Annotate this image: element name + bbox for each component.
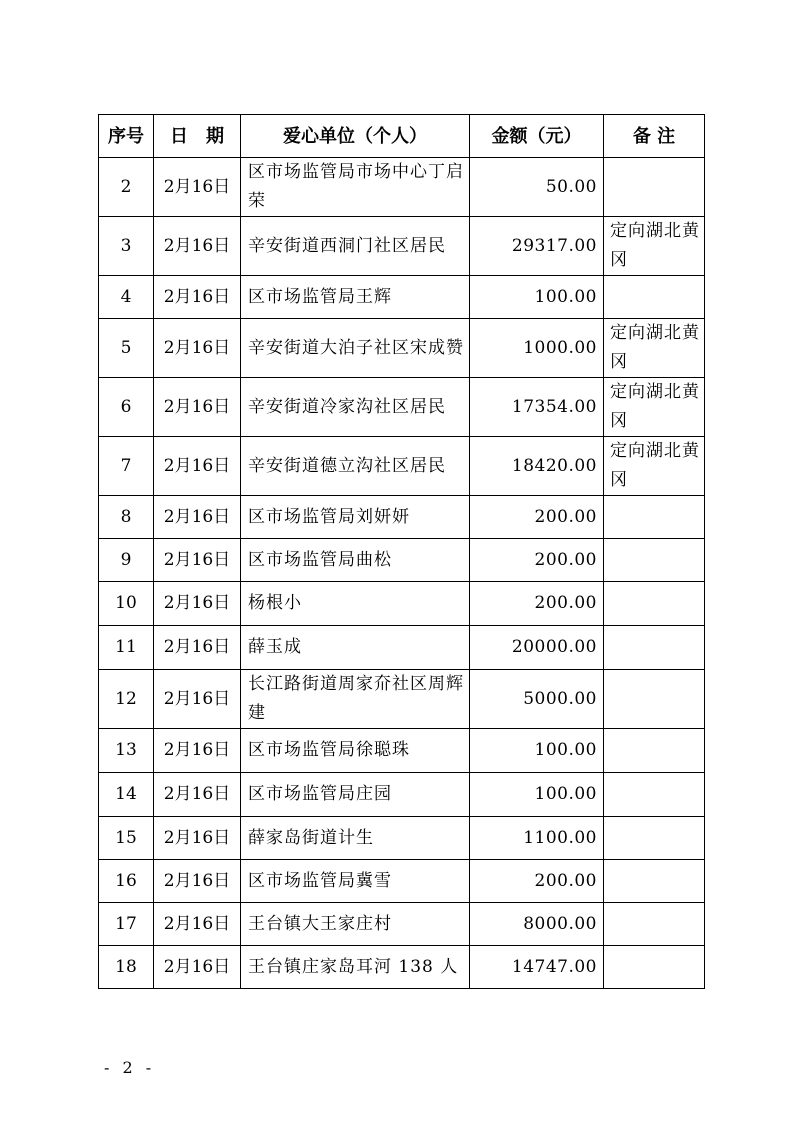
table-row: [99, 670, 705, 729]
cell-donor: 杨根小: [241, 582, 470, 626]
cell-donor: 王台镇庄家岛耳河 138 人: [241, 946, 470, 989]
header-date: 日 期: [154, 115, 241, 158]
cell-serial-number: 16: [99, 860, 154, 903]
header-remark: 备 注: [604, 115, 705, 158]
cell-donor: 区市场监管局庄园: [241, 773, 470, 817]
cell-amount: 18420.00: [470, 437, 604, 496]
cell-serial-number: 3: [99, 217, 154, 276]
cell-remark: [604, 860, 705, 903]
cell-amount: 200.00: [470, 539, 604, 582]
cell-date: 2月16日: [154, 319, 241, 378]
cell-date: 2月16日: [154, 378, 241, 437]
cell-serial-number: 14: [99, 773, 154, 817]
cell-amount: 5000.00: [470, 670, 604, 729]
table-row: [99, 582, 705, 626]
header-row: [99, 115, 705, 158]
cell-amount: 200.00: [470, 860, 604, 903]
table-row: [99, 946, 705, 989]
cell-amount: 1000.00: [470, 319, 604, 378]
cell-remark: [604, 729, 705, 773]
cell-serial-number: 13: [99, 729, 154, 773]
cell-date: 2月16日: [154, 946, 241, 989]
cell-remark: [604, 903, 705, 946]
cell-date: 2月16日: [154, 626, 241, 670]
cell-remark: [604, 496, 705, 539]
table-row: [99, 903, 705, 946]
cell-date: 2月16日: [154, 496, 241, 539]
cell-serial-number: 15: [99, 817, 154, 860]
cell-amount: 1100.00: [470, 817, 604, 860]
cell-serial-number: 6: [99, 378, 154, 437]
cell-remark: [604, 158, 705, 217]
cell-amount: 8000.00: [470, 903, 604, 946]
cell-serial-number: 4: [99, 276, 154, 319]
cell-date: 2月16日: [154, 276, 241, 319]
cell-amount: 20000.00: [470, 626, 604, 670]
cell-donor: 薛家岛街道计生: [241, 817, 470, 860]
cell-donor: 辛安街道西洞门社区居民: [241, 217, 470, 276]
cell-serial-number: 8: [99, 496, 154, 539]
cell-remark: 定向湖北黄冈: [604, 378, 705, 437]
cell-serial-number: 12: [99, 670, 154, 729]
cell-date: 2月16日: [154, 158, 241, 217]
cell-donor: 区市场监管局市场中心丁启荣: [241, 158, 470, 217]
cell-donor: 辛安街道德立沟社区居民: [241, 437, 470, 496]
cell-donor: 薛玉成: [241, 626, 470, 670]
cell-date: 2月16日: [154, 217, 241, 276]
cell-remark: [604, 539, 705, 582]
cell-amount: 100.00: [470, 729, 604, 773]
donation-table: [98, 114, 705, 989]
cell-donor: 长江路街道周家夼社区周辉建: [241, 670, 470, 729]
cell-remark: [604, 626, 705, 670]
cell-remark: [604, 670, 705, 729]
cell-serial-number: 2: [99, 158, 154, 217]
cell-serial-number: 17: [99, 903, 154, 946]
table-row: [99, 539, 705, 582]
cell-amount: 29317.00: [470, 217, 604, 276]
table-row: [99, 729, 705, 773]
table-row: [99, 276, 705, 319]
cell-donor: 辛安街道冷家沟社区居民: [241, 378, 470, 437]
cell-donor: 区市场监管局王辉: [241, 276, 470, 319]
cell-amount: 17354.00: [470, 378, 604, 437]
table-row: [99, 773, 705, 817]
cell-date: 2月16日: [154, 437, 241, 496]
table-row: [99, 626, 705, 670]
cell-remark: 定向湖北黄冈: [604, 319, 705, 378]
cell-date: 2月16日: [154, 903, 241, 946]
cell-date: 2月16日: [154, 729, 241, 773]
table-row: [99, 319, 705, 378]
cell-donor: 区市场监管局曲松: [241, 539, 470, 582]
page-number: - 2 -: [104, 1058, 156, 1077]
header-amount: 金额（元）: [470, 115, 604, 158]
cell-serial-number: 10: [99, 582, 154, 626]
cell-amount: 200.00: [470, 496, 604, 539]
cell-serial-number: 18: [99, 946, 154, 989]
table-row: [99, 817, 705, 860]
cell-serial-number: 11: [99, 626, 154, 670]
cell-date: 2月16日: [154, 670, 241, 729]
table-row: [99, 217, 705, 276]
cell-donor: 区市场监管局刘妍妍: [241, 496, 470, 539]
cell-serial-number: 5: [99, 319, 154, 378]
cell-remark: [604, 946, 705, 989]
cell-remark: 定向湖北黄冈: [604, 437, 705, 496]
cell-amount: 200.00: [470, 582, 604, 626]
table-row: [99, 158, 705, 217]
table-row: [99, 437, 705, 496]
cell-date: 2月16日: [154, 860, 241, 903]
cell-remark: [604, 817, 705, 860]
cell-amount: 100.00: [470, 773, 604, 817]
cell-donor: 区市场监管局徐聪珠: [241, 729, 470, 773]
cell-serial-number: 9: [99, 539, 154, 582]
cell-remark: 定向湖北黄冈: [604, 217, 705, 276]
table-body: [99, 158, 705, 989]
table-row: [99, 378, 705, 437]
cell-amount: 100.00: [470, 276, 604, 319]
header-serial-number: 序号: [99, 115, 154, 158]
cell-serial-number: 7: [99, 437, 154, 496]
cell-remark: [604, 276, 705, 319]
cell-donor: 王台镇大王家庄村: [241, 903, 470, 946]
cell-amount: 14747.00: [470, 946, 604, 989]
cell-date: 2月16日: [154, 582, 241, 626]
cell-date: 2月16日: [154, 817, 241, 860]
cell-donor: 区市场监管局冀雪: [241, 860, 470, 903]
cell-date: 2月16日: [154, 773, 241, 817]
cell-date: 2月16日: [154, 539, 241, 582]
cell-remark: [604, 773, 705, 817]
cell-amount: 50.00: [470, 158, 604, 217]
cell-remark: [604, 582, 705, 626]
cell-donor: 辛安街道大泊子社区宋成赞: [241, 319, 470, 378]
header-donor: 爱心单位（个人）: [241, 115, 470, 158]
table-row: [99, 496, 705, 539]
table-row: [99, 860, 705, 903]
